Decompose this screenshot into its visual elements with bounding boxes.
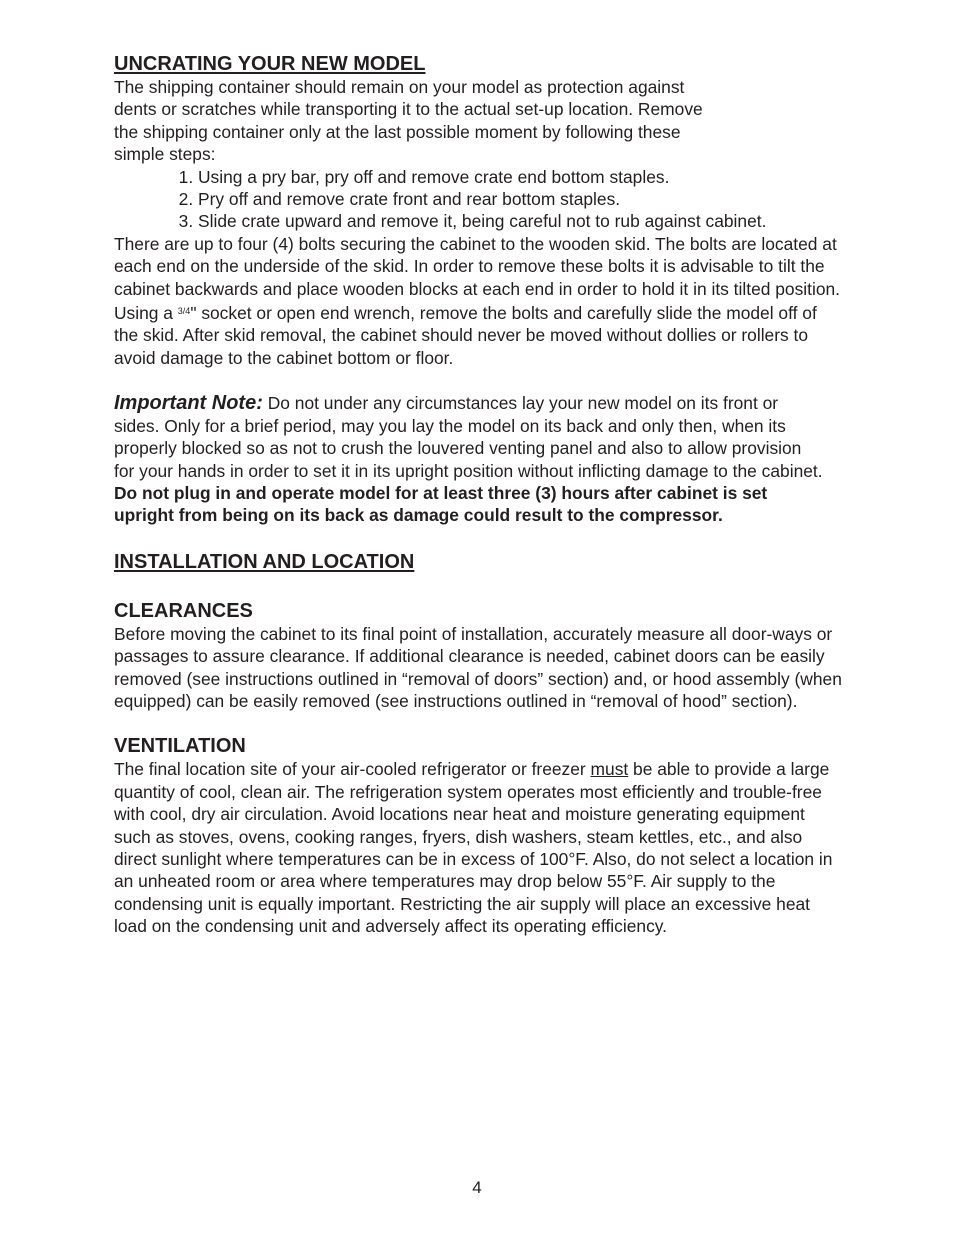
emphasis-must: must bbox=[590, 759, 629, 780]
list-item: 2. Pry off and remove crate front and rear bottom staples. bbox=[198, 188, 854, 210]
list-item: 3. Slide crate upward and remove it, being careful not to rub against cabinet. bbox=[198, 210, 854, 232]
uncrating-intro bbox=[114, 76, 854, 166]
clearances-paragraph: Before moving the cabinet to its final point of installation, accurately measure all door-ways or passages to assure clearance. If additional clearance is needed, cabinet doors can be easily removed (see instructions outlined in “removal of doors” section) and, or hood assembly (when equipped) can be easily removed (see instructions outlined in “removal of hood” section). bbox=[114, 623, 842, 711]
fraction-three-quarter: 3/4 bbox=[177, 306, 191, 317]
important-note-text: Do not under any circumstances lay your new model on its front or sides. Only for a brief period, may you lay the model on its back and only then, when its properly blocked so as not to crush the louvered venting panel and also to allow provision for your hands in order to set it in its upright position without inflicting damage to the cabinet. bbox=[114, 393, 823, 481]
heading-uncrating: UNCRATING YOUR NEW MODEL bbox=[114, 53, 426, 75]
bolts-paragraph: There are up to four (4) bolts securing the cabinet to the wooden skid. The bolts are located at each end on the underside of the skid. In order to remove these bolts it is advisable to tilt the cabinet backwards and place wooden blocks at each end in order to hold it in its tilted position. Using a $^{3/4}$" socket or open end wrench, remove the bolts and carefully slide the model off of the skid. After skid removal, the cabinet should never be moved without dollies or rollers to avoid damage to the cabinet bottom or floor. bbox=[114, 233, 841, 368]
list-item: 1. Using a pry bar, pry off and remove crate end bottom staples. bbox=[198, 166, 854, 188]
important-note-warning: Do not plug in and operate model for at least three (3) hours after cabinet is set upright from being on its back as damage could result to the compressor. bbox=[114, 482, 768, 526]
ventilation-paragraph: The final location site of your air-cooled refrigerator or freezer must be able to provide a large quantity of cool, clean air. The refrigeration system operates most efficiently and trouble-free with cool, dry air circulation. Avoid locations near heat and moisture generating equipment such as stoves, ovens, cooking ranges, fryers, dish washers, steam kettles, etc., and also direct sunlight where temperatures can be in excess of 100°F. Also, do not select a location in an unheated room or area where temperatures may drop below 55°F. Air supply to the condensing unit is equally important. Restricting the air supply will place an excessive heat load on the condensing unit and adversely affect its operating efficiency. bbox=[114, 759, 833, 937]
important-note-paragraph bbox=[114, 392, 824, 526]
intro-line: simple steps: bbox=[114, 144, 216, 165]
uncrating-steps bbox=[114, 166, 854, 233]
important-note-label: Important Note: bbox=[114, 392, 263, 415]
page-number: 4 bbox=[472, 1178, 482, 1197]
heading-clearances: CLEARANCES bbox=[114, 599, 253, 622]
intro-line: The shipping container should remain on your model as protection against bbox=[114, 77, 685, 97]
intro-line: the shipping container only at the last possible moment by following these bbox=[114, 121, 681, 142]
document-page bbox=[114, 52, 854, 938]
intro-line: dents or scratches while transporting it to the actual set-up location. Remove bbox=[114, 99, 703, 120]
heading-ventilation: VENTILATION bbox=[114, 735, 246, 758]
heading-installation: INSTALLATION AND LOCATION bbox=[114, 550, 415, 573]
